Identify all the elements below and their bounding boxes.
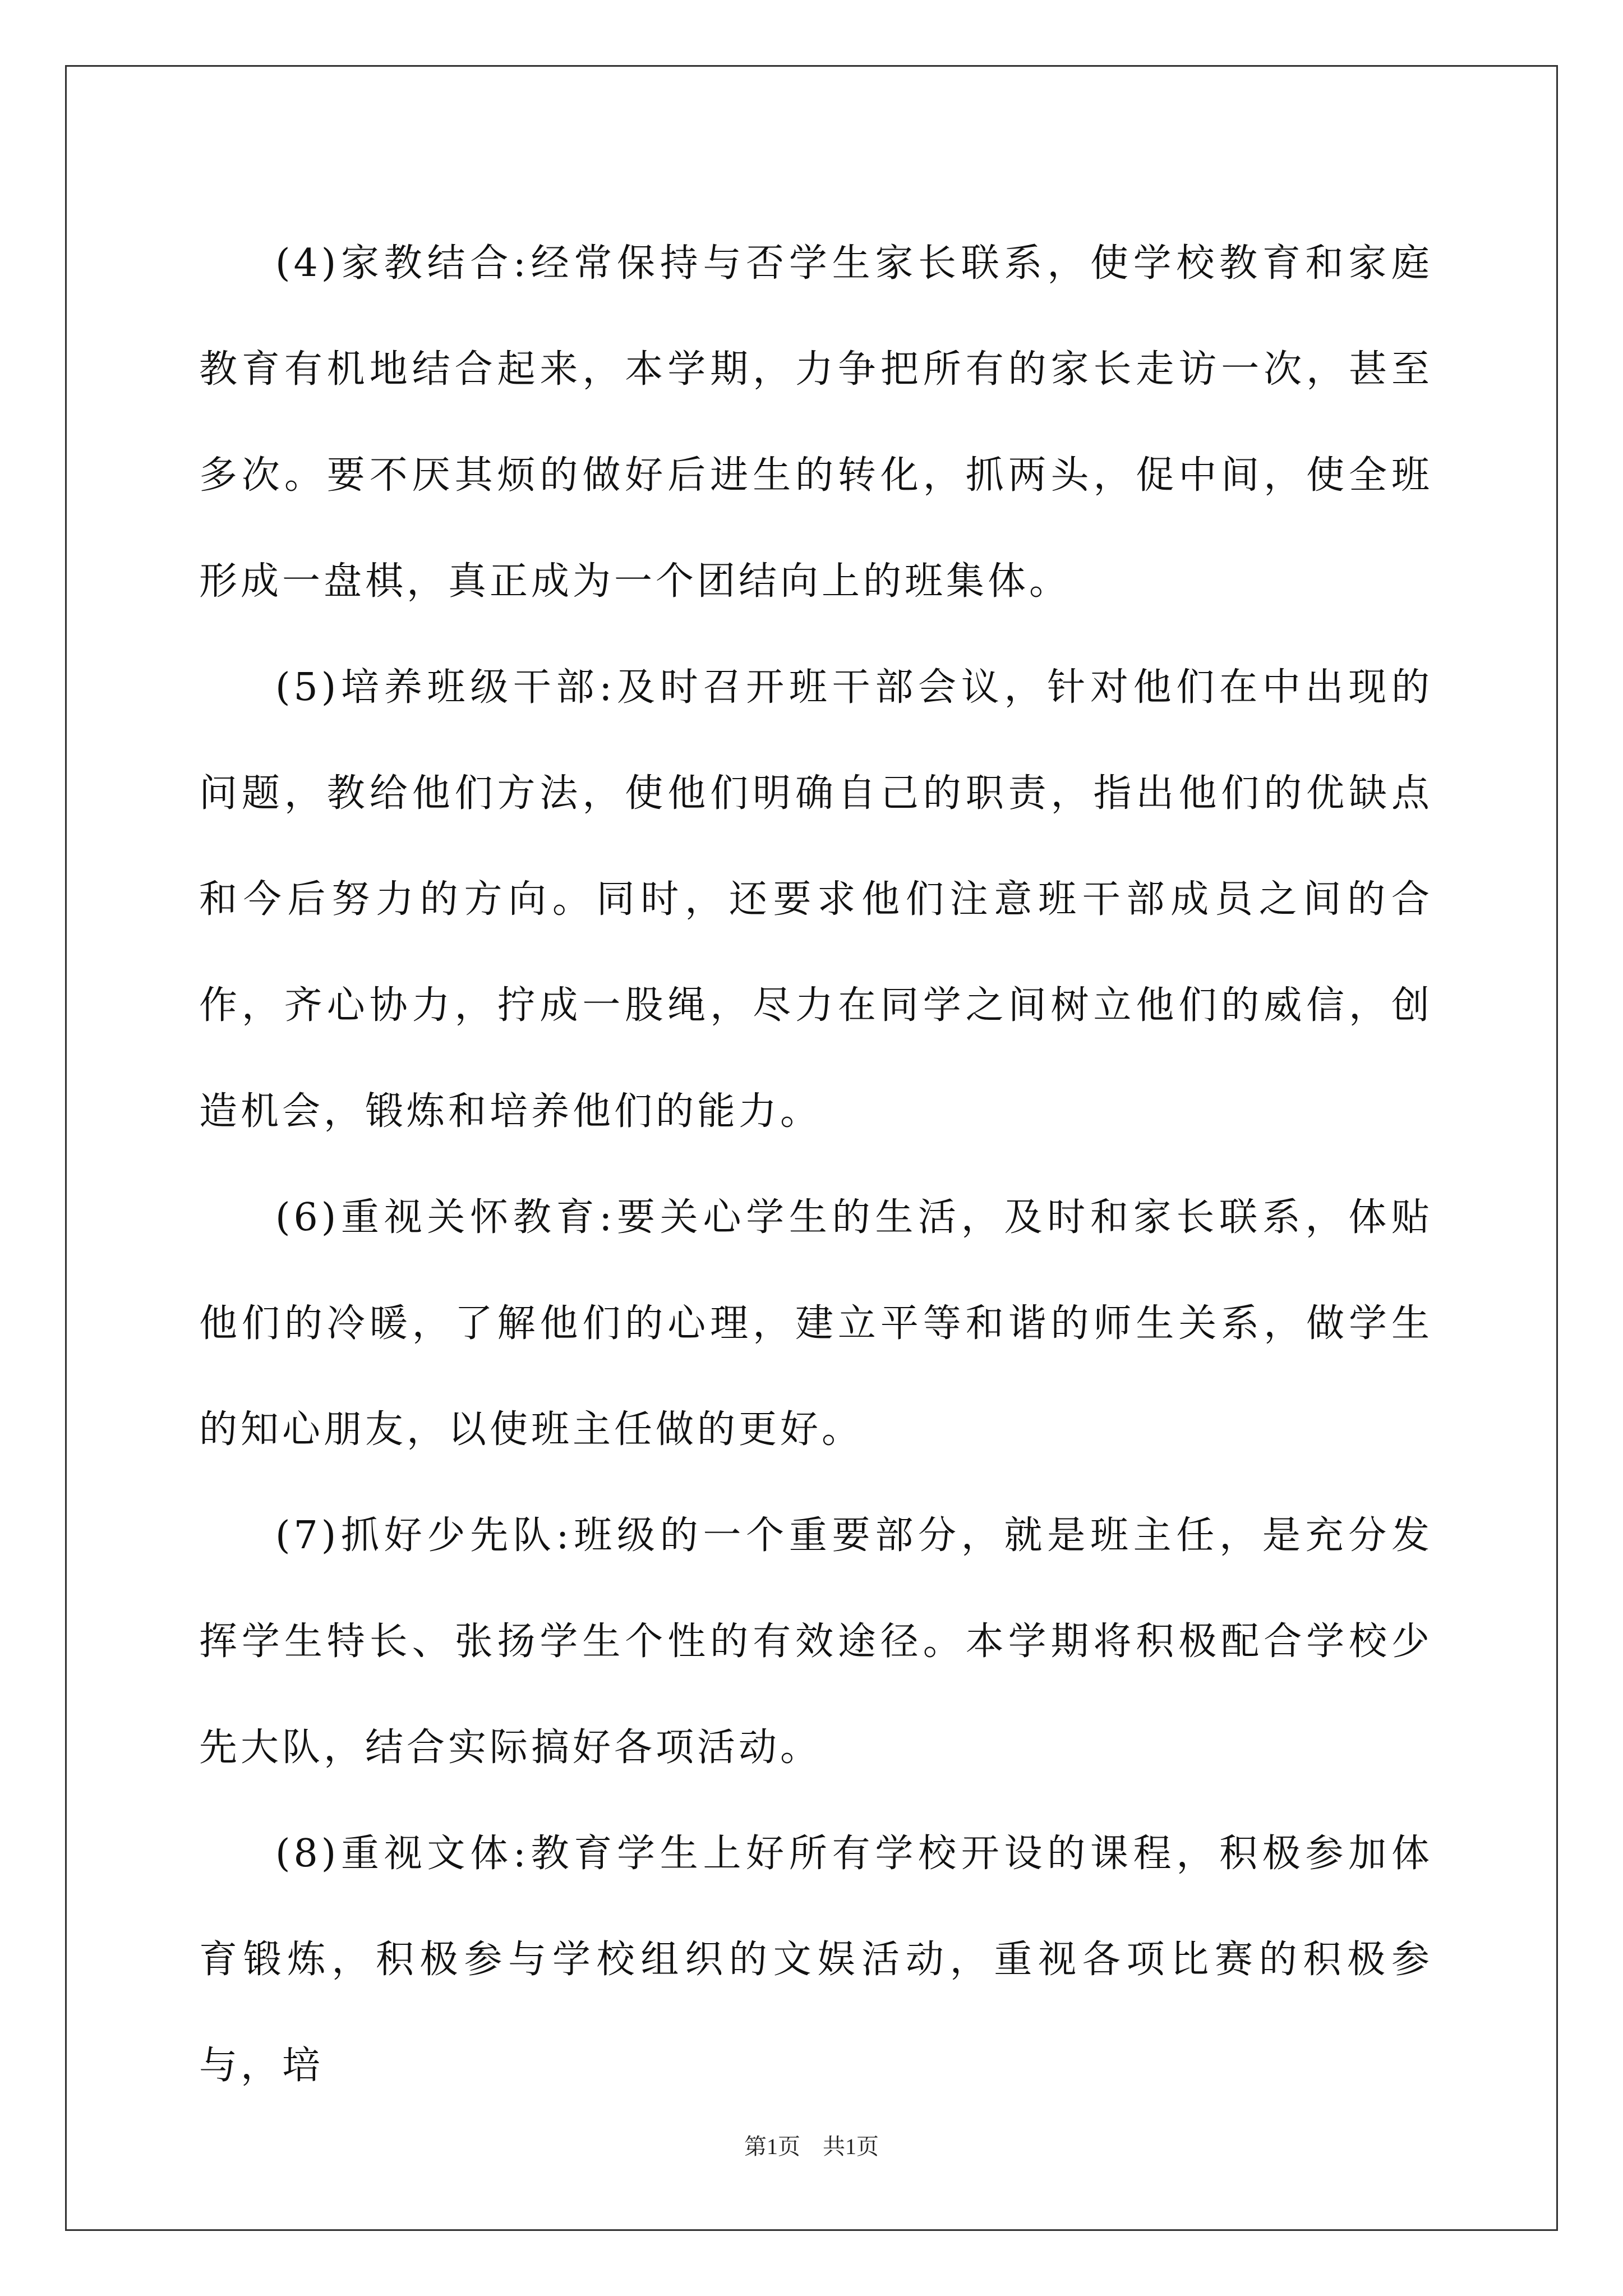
paragraph-4: (4)家教结合:经常保持与否学生家长联系，使学校教育和家庭教育有机地结合起来，本学期，力争把所有的家长走访一次，甚至多次。要不厌其烦的做好后进生的转化，抓两头，促中间，使全班形成一盘棋，真正成为一个团结向上的班集体。 [199,241,1433,604]
paragraph-6: (6)重视关怀教育:要关心学生的生活，及时和家长联系，体贴他们的冷暖，了解他们的心理，建立平等和谐的师生关系，做学生的知心朋友，以使班主任做的更好。 [199,1195,1433,1452]
document-body [199,210,1433,2119]
paragraph-5: (5)培养班级干部:及时召开班干部会议，针对他们在中出现的问题，教给他们方法，使他们明确自己的职责，指出他们的优缺点和今后努力的方向。同时，还要求他们注意班干部成员之间的合作，齐心协力，拧成一股绳，尽力在同学之间树立他们的威信，创造机会，锻炼和培养他们的能力。 [199,665,1433,1134]
paragraph-8: (8)重视文体:教育学生上好所有学校开设的课程，积极参加体育锻炼，积极参与学校组织的文娱活动，重视各项比赛的积极参与，培 [199,1832,1433,2088]
page-number-footer: 第1页 共1页 [744,2134,879,2159]
paragraph-7: (7)抓好少先队:班级的一个重要部分，就是班主任，是充分发挥学生特长、张扬学生个性的有效途径。本学期将积极配合学校少先大队，结合实际搞好各项活动。 [199,1513,1433,1770]
